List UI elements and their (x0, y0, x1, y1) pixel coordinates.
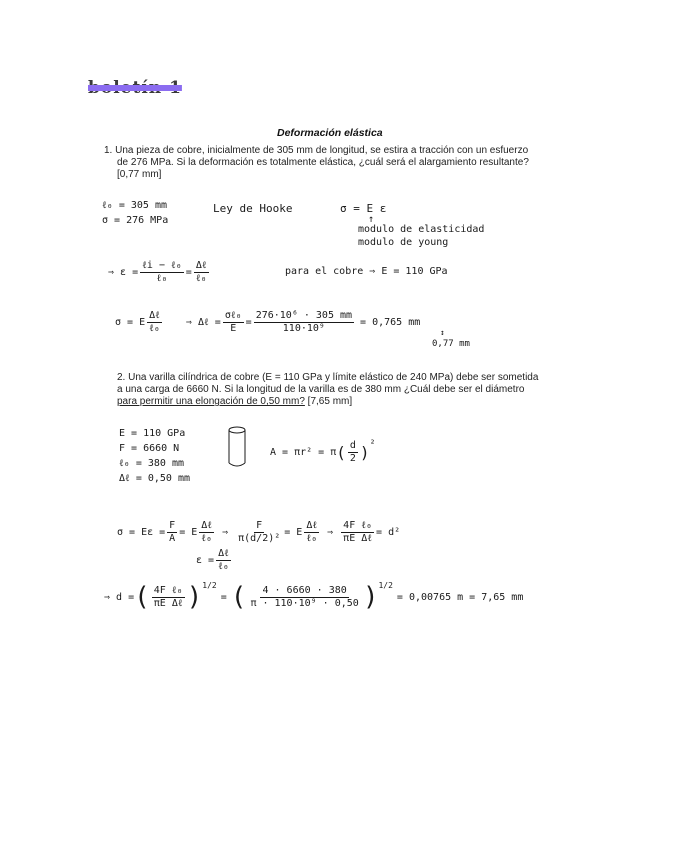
problem-2-line-2: a una carga de 6660 N. Si la longitud de la varilla es de 380 mm ¿Cuál debe ser el diámetro (117, 384, 525, 395)
p1-data-l0: ℓ₀ = 305 mm (102, 200, 167, 211)
round-mark: ↕ (440, 328, 445, 337)
area-den: 2 (349, 453, 356, 464)
calc-fraction-1 (147, 310, 162, 335)
problem-1-statement (104, 145, 584, 157)
strain-num-2: Δℓ (195, 260, 207, 271)
eqA-fraction-4 (304, 520, 319, 545)
final-lhs: ⇒ d = (104, 591, 135, 603)
calc-lhs: σ = E (115, 317, 146, 328)
modulus-label-2: modulo de young (358, 237, 449, 248)
hooke-equation: σ = E ε (340, 202, 387, 215)
eqA-start: σ = Eε = (117, 527, 166, 538)
strain-equation (108, 260, 211, 285)
p2-data-dl: Δℓ = 0,50 mm (119, 473, 191, 484)
problem-2-line-3-wrap (117, 396, 587, 408)
eps-den: ℓ₀ (218, 561, 229, 572)
strain-lhs: ⇒ ε = (108, 267, 139, 278)
eqA-fraction-5 (341, 520, 374, 545)
problem-2-number: 2. (117, 372, 126, 383)
final-den-1: πE Δℓ (153, 597, 183, 609)
final-eq: = (220, 591, 227, 603)
final-fraction-2 (248, 585, 360, 610)
area-fraction (348, 440, 358, 465)
p1-result: = 0,765 mm (360, 317, 421, 328)
problem-2-line-1: Una varilla cilíndrica de cobre (E = 110 GPa y límite elástico de 240 MPa) debe ser sometida (128, 372, 539, 383)
problem-1-line-2: de 276 MPa. Si la deformación es totalmente elástica, ¿cuál será el alargamiento resultante? (117, 157, 529, 168)
final-num-1: 4F ℓ₀ (153, 584, 183, 596)
eqA-num-4: Δℓ (306, 520, 318, 531)
problem-2-line-3: para permitir una elongación de 0,50 mm? (117, 396, 305, 407)
modulus-label-1: modulo de elasticidad (358, 224, 485, 235)
eqA-fraction-2 (199, 520, 214, 545)
eqA-fraction-3 (236, 520, 282, 545)
eps-num: Δℓ (218, 548, 229, 559)
area-num: d (349, 440, 356, 451)
eqA-den-5: πE Δℓ (343, 533, 373, 544)
strain-den-1: ℓ₀ (156, 273, 168, 284)
eqA-arrow: ⇒ (222, 527, 229, 538)
problem-1-line-1: Una pieza de cobre, inicialmente de 305 mm de longitud, se estira a tracción con un esfuerzo (115, 145, 529, 156)
p2-final-equation: ⇒ d = ( $\frac{\text{4F ℓ₀}}{\text{πE Δℓ}}$ ) 1/2 = ( $\frac{4 \cdot 6660 \cdot 380}{\text{π · 110·10⁹ · 0,50}}$ ) 1/2 = 0,00765 m = 7,65 mm (104, 580, 524, 612)
p2-data-l0: ℓ₀ = 380 mm (119, 458, 184, 469)
calc-den-3: 110·10⁹ (282, 323, 325, 334)
p1-data-sigma: σ = 276 MPa (102, 215, 169, 226)
area-equation: A = πr² = π ( $\frac{d}{2}$ ) ² (270, 439, 376, 464)
eqA-end: = d² (376, 527, 401, 538)
strain-eq: = (185, 267, 192, 278)
final-fraction-1 (152, 585, 185, 610)
eqA-fraction-1 (167, 520, 177, 545)
strain-fraction-2 (194, 260, 209, 285)
eqA-num-1: F (169, 520, 176, 531)
p2-data-F: F = 6660 N (119, 443, 180, 454)
final-exp-1: 1/2 (202, 580, 217, 590)
p1-result-rounded: 0,77 mm (432, 339, 470, 349)
calc-fraction-3 (254, 310, 354, 335)
calc-den-1: ℓ₀ (149, 323, 160, 334)
copper-note: para el cobre ⇒ E = 110 GPa (285, 266, 448, 277)
eqA-num-5: 4F ℓ₀ (343, 520, 373, 531)
eqA-den-1: A (169, 533, 176, 544)
eps-lhs: ε = (196, 555, 215, 566)
p2-derivation (117, 520, 400, 545)
problem-1-answer: [0,77 mm] (117, 169, 162, 180)
eps-definition (196, 548, 233, 573)
calc-den-2: E (230, 323, 237, 334)
calc-eq: = (245, 317, 252, 328)
final-den-2: π · 110·10⁹ · 0,50 (250, 597, 359, 609)
area-lhs: A = πr² = π (270, 447, 337, 458)
problem-2-statement (117, 372, 587, 384)
strain-fraction-1 (140, 260, 184, 285)
cylinder-sketch (226, 425, 248, 469)
strain-den-2: ℓ₀ (195, 273, 207, 284)
eqA-den-4: ℓ₀ (306, 533, 318, 544)
strain-num-1: ℓi − ℓ₀ (142, 260, 182, 271)
eqA-den-2: ℓ₀ (201, 533, 213, 544)
problem-1-number: 1. (104, 145, 113, 156)
arrow-mark: ↑ (368, 214, 375, 225)
hooke-label: Ley de Hooke (213, 202, 293, 215)
p2-data-E: E = 110 GPa (119, 428, 186, 439)
eqA-mid2: = E (284, 527, 303, 538)
eqA-num-3: F (256, 520, 263, 531)
page-heading: boletín 1 (88, 78, 182, 98)
calc-num-1: Δℓ (149, 310, 160, 321)
final-result: = 0,00765 m = 7,65 mm (396, 591, 524, 603)
final-exp-2: 1/2 (378, 580, 393, 590)
calc-fraction-2 (223, 310, 244, 335)
eps-fraction (216, 548, 231, 573)
section-title: Deformación elástica (277, 127, 383, 139)
calc-num-2: σℓ₀ (224, 310, 242, 321)
eqA-num-2: Δℓ (201, 520, 213, 531)
p1-calculation (115, 310, 420, 335)
final-num-2: 4 · 6660 · 380 (262, 584, 347, 596)
problem-2-answer: [7,65 mm] (307, 396, 353, 407)
eqA-arrow2: ⇒ (327, 527, 334, 538)
calc-mid: ⇒ Δℓ = (185, 317, 221, 328)
eqA-mid: = E (179, 527, 198, 538)
calc-num-3: 276·10⁶ · 305 mm (255, 310, 353, 321)
area-exp: ² (369, 439, 376, 450)
eqA-den-3: π(d/2)² (238, 533, 281, 544)
